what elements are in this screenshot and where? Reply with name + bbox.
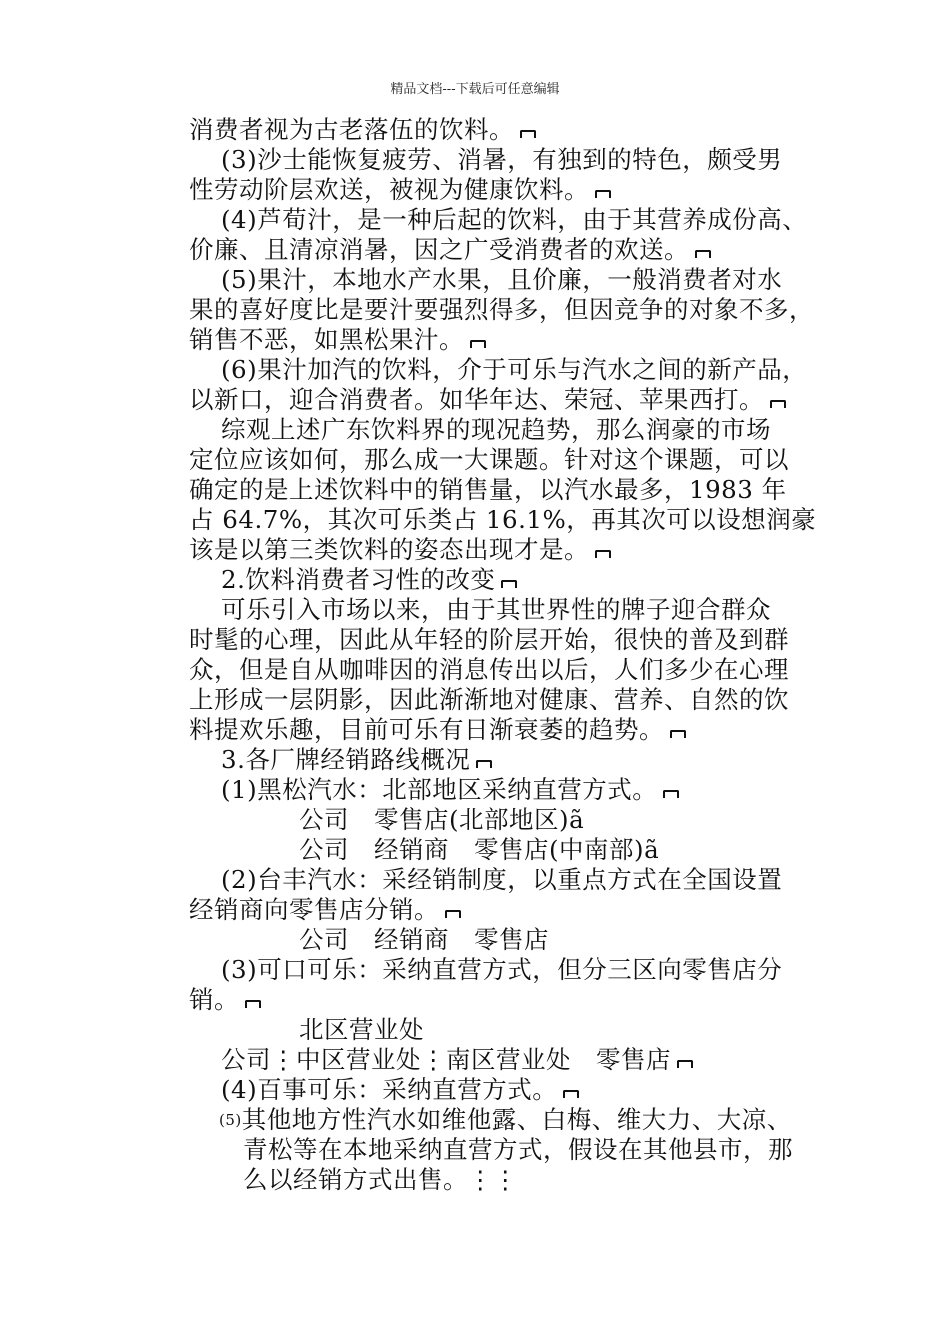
text-line: 综观上述广东饮料界的现况趋势，那么润豪的市场 xyxy=(221,415,771,444)
paragraph-mark-icon xyxy=(474,757,494,769)
distribution-route: 公司⋮中区营业处⋮南区营业处 零售店 xyxy=(221,1045,695,1075)
page-header: 精品文档---下载后可任意编辑 xyxy=(390,82,560,97)
section-heading: 3.各厂牌经销路线概况 xyxy=(221,745,494,775)
paragraph-mark-icon xyxy=(593,547,613,559)
paragraph-mark-icon xyxy=(693,247,713,259)
text-line: (3)沙士能恢复疲劳、消暑，有独到的特色，颇受男 xyxy=(221,145,783,174)
paragraph-mark-icon xyxy=(468,337,488,349)
text-line: 经销商向零售店分销。 xyxy=(189,895,463,925)
text-line: (2)台丰汽水：采经销制度，以重点方式在全国设置 xyxy=(221,865,783,894)
text-line: 销售不恶，如黑松果汁。 xyxy=(189,325,488,355)
text-line: 众，但是自从咖啡因的消息传出以后，人们多少在心理 xyxy=(189,655,789,684)
distribution-route: 公司 经销商 零售店 xyxy=(299,925,549,954)
text-line: (4)芦荀汁，是一种后起的饮料，由于其营养成份高、 xyxy=(221,205,808,234)
text-line: (5)果汁，本地水产水果，且价廉，一般消费者对水 xyxy=(221,265,783,294)
text-line: (6)果汁加汽的饮料，介于可乐与汽水之间的新产品， xyxy=(221,355,808,384)
text-line: 时髦的心理，因此从年轻的阶层开始，很快的普及到群 xyxy=(189,625,789,654)
paragraph-mark-icon xyxy=(593,187,613,199)
text-line: (4)百事可乐：采纳直营方式。 xyxy=(221,1075,581,1105)
paragraph-mark-icon xyxy=(243,997,263,1009)
paragraph-mark-icon xyxy=(518,127,538,139)
text-line: 性劳动阶层欢送，被视为健康饮料。 xyxy=(189,175,613,205)
text-line: (5)其他地方性汽水如维他露、白梅、维大力、大凉、 xyxy=(219,1105,792,1134)
text-line: 定位应该如何，那么成一大课题。针对这个课题，可以 xyxy=(189,445,789,474)
distribution-route: 公司 零售店(北部地区)ã xyxy=(299,805,585,834)
text-line: 占 64.7%，其次可乐类占 16.1%，再其次可以设想润豪 xyxy=(189,505,817,534)
text-line: 可乐引入市场以来，由于其世界性的牌子迎合群众 xyxy=(221,595,771,624)
text-line: (1)黑松汽水：北部地区采纳直营方式。 xyxy=(221,775,681,805)
distribution-route: 公司 经销商 零售店(中南部)ã xyxy=(299,835,660,864)
text-line: 以新口，迎合消费者。如华年达、荣冠、苹果西打。 xyxy=(189,385,788,415)
paragraph-mark-icon xyxy=(443,907,463,919)
list-number: (5) xyxy=(219,1111,242,1129)
text-line: 上形成一层阴影，因此渐渐地对健康、营养、自然的饮 xyxy=(189,685,789,714)
paragraph-mark-icon xyxy=(768,397,788,409)
text-line: 消费者视为古老落伍的饮料。 xyxy=(189,115,538,145)
text-line: 销。 xyxy=(189,985,263,1015)
section-heading: 2.饮料消费者习性的改变 xyxy=(221,565,519,595)
text-line: 价廉、且清凉消暑，因之广受消费者的欢送。 xyxy=(189,235,713,265)
text-line: 料提欢乐趣，目前可乐有日渐衰萎的趋势。 xyxy=(189,715,688,745)
paragraph-mark-icon xyxy=(561,1087,581,1099)
text-line: 青松等在本地采纳直营方式，假设在其他县市，那 xyxy=(243,1135,793,1164)
paragraph-mark-icon xyxy=(499,577,519,589)
text-line: 么以经销方式出售。⋮⋮ xyxy=(243,1165,518,1194)
paragraph-mark-icon xyxy=(675,1057,695,1069)
text-line: (3)可口可乐：采纳直营方式，但分三区向零售店分 xyxy=(221,955,783,984)
paragraph-mark-icon xyxy=(661,787,681,799)
text-line: 确定的是上述饮料中的销售量，以汽水最多，1983 年 xyxy=(189,475,787,504)
text-line: 果的喜好度比是要汁要强烈得多，但因竞争的对象不多， xyxy=(189,295,814,324)
paragraph-mark-icon xyxy=(668,727,688,739)
distribution-route: 北区营业处 xyxy=(299,1015,424,1044)
text-line: 该是以第三类饮料的姿态出现才是。 xyxy=(189,535,613,565)
